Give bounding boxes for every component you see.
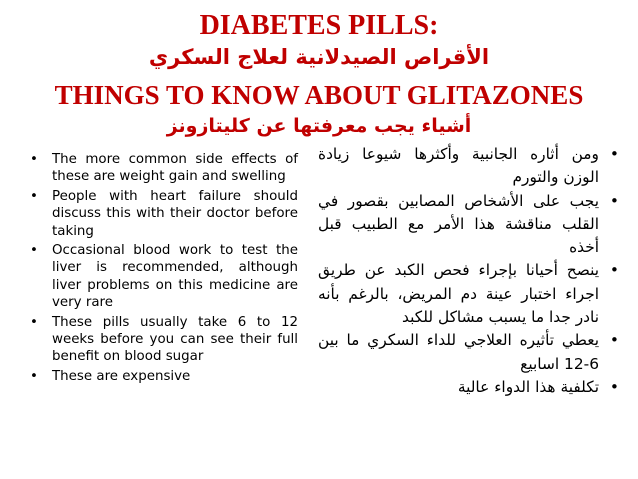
bullet-item-arabic: • تكلفية هذا الدواء عالية	[318, 376, 623, 399]
english-bullet-list	[30, 151, 298, 387]
slide-title-arabic: الأقراص الصيدلانية لعلاج السكري	[148, 45, 490, 69]
bullet-item: • These pills usually take 6 to 12 weeks before you can see their full benefit on blood sugar	[30, 314, 298, 366]
arabic-bullet-list	[318, 143, 623, 399]
bullet-item-arabic: • يعطي تأثيره العلاجي للداء السكري ما بين 6-12 اسابيع	[318, 329, 623, 376]
bullet-item: • Occasional blood work to test the liver is recommended, although liver problems on this medicine are very rare	[30, 242, 298, 312]
bullet-item: • These are expensive	[30, 368, 298, 385]
bullet-item-arabic: • يجب على الأشخاص المصابين بقصور في القلب مناقشة هذا الأمر مع الطبيب قبل أخذه	[318, 190, 623, 260]
slide-subtitle: THINGS TO KNOW ABOUT GLITAZONES	[54, 80, 584, 110]
slide-subtitle-arabic: أشياء يجب معرفتها عن كليتازونز	[166, 115, 472, 137]
bullet-item-arabic: • ينصح أحيانا بإجراء فحص الكبد عن طريق اجراء اختبار عينة دم المريض، بالرغم بأنه نادر جدا ما يسبب مشاكل للكبد	[318, 259, 623, 329]
slide-title: DIABETES PILLS:	[199, 10, 439, 41]
bullet-item: • The more common side effects of these are weight gain and swelling	[30, 151, 298, 186]
bullet-item: • People with heart failure should discuss this with their doctor before taking	[30, 188, 298, 240]
bullet-item-arabic: • ومن أثاره الجانبية وأكثرها شيوعا زيادة الوزن والتورم	[318, 143, 623, 190]
